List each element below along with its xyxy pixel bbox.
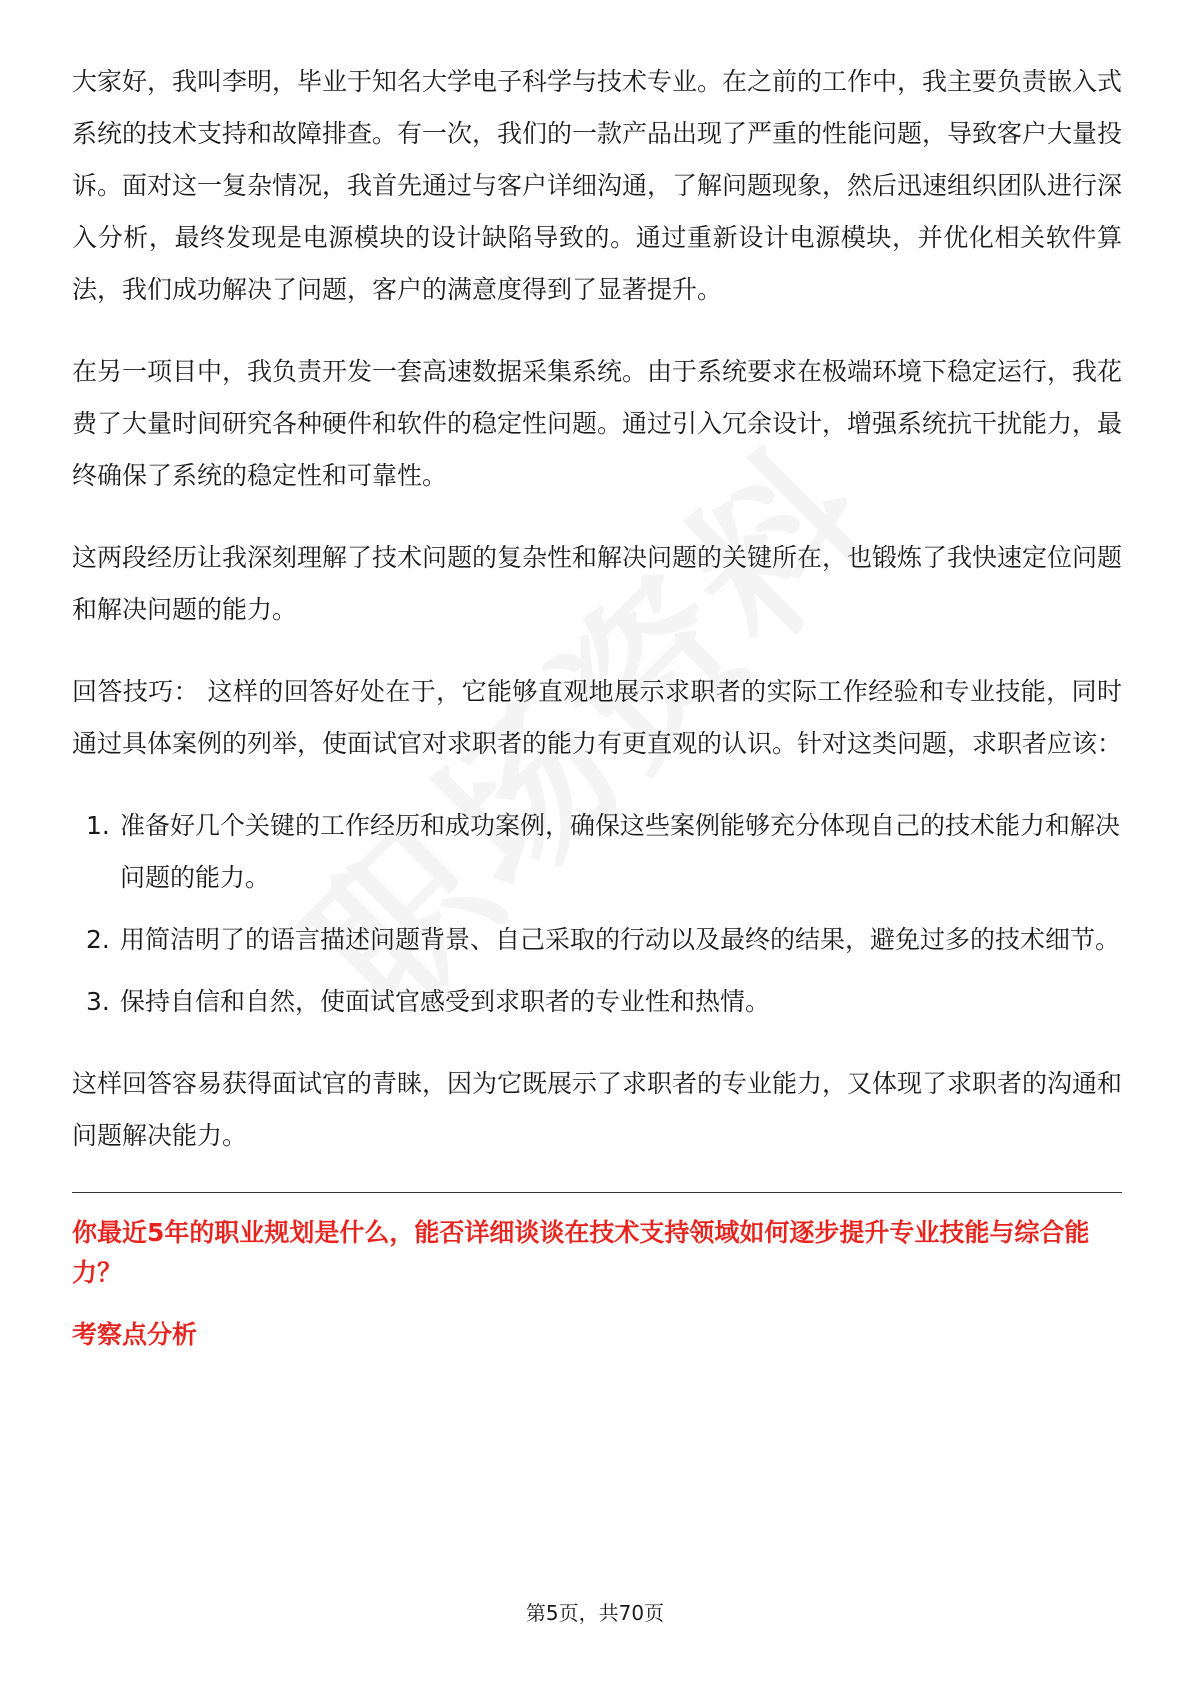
paragraph-experience-1: 大家好，我叫李明，毕业于知名大学电子科学与技术专业。在之前的工作中，我主要负责嵌入式系统的技术支持和故障排查。有一次，我们的一款产品出现了严重的性能问题，导致客户大量投诉。面对这一复杂情况，我首先通过与客户详细沟通，了解问题现象，然后迅速组织团队进行深入分析，最终发现是电源模块的设计缺陷导致的。通过重新设计电源模块，并优化相关软件算法，我们成功解决了问题，客户的满意度得到了显著提升。 bbox=[72, 67, 1123, 304]
document-body bbox=[72, 56, 1122, 1355]
paragraph-summary: 这两段经历让我深刻理解了技术问题的复杂性和解决问题的关键所在，也锻炼了我快速定位问题和解决问题的能力。 bbox=[72, 543, 1123, 624]
section-divider bbox=[72, 1192, 1122, 1193]
paragraph-experience-2: 在另一项目中，我负责开发一套高速数据采集系统。由于系统要求在极端环境下稳定运行，我花费了大量时间研究各种硬件和软件的稳定性问题。通过引入冗余设计，增强系统抗干扰能力，最终确保了系统的稳定性和可靠性。 bbox=[72, 357, 1123, 490]
list-item-number: 1. bbox=[86, 811, 110, 840]
list-item-number: 3. bbox=[86, 987, 110, 1016]
page-number: 第5页，共70页 bbox=[525, 1601, 665, 1625]
list-item-text: 准备好几个关键的工作经历和成功案例，确保这些案例能够充分体现自己的技术能力和解决问题的能力。 bbox=[120, 811, 1121, 892]
paragraph-closing: 这样回答容易获得面试官的青睐，因为它既展示了求职者的专业能力，又体现了求职者的沟通和问题解决能力。 bbox=[72, 1069, 1123, 1150]
interview-question: 你最近5年的职业规划是什么，能否详细谈谈在技术支持领域如何逐步提升专业技能与综合能力？ bbox=[72, 1218, 1090, 1287]
list-item bbox=[72, 800, 1122, 904]
list-item bbox=[72, 976, 1122, 1028]
list-item-text: 用简洁明了的语言描述问题背景、自己采取的行动以及最终的结果，避免过多的技术细节。 bbox=[120, 925, 1121, 954]
paragraph-answer-tips: 回答技巧： 这样的回答好处在于，它能够直观地展示求职者的实际工作经验和专业技能，同时通过具体案例的列举，使面试官对求职者的能力有更直观的认识。针对这类问题，求职者应该： bbox=[72, 677, 1123, 758]
tips-list bbox=[72, 800, 1122, 1028]
section-title: 考察点分析 bbox=[72, 1320, 198, 1349]
list-item-text: 保持自信和自然，使面试官感受到求职者的专业性和热情。 bbox=[120, 987, 771, 1016]
list-item bbox=[72, 914, 1122, 966]
list-item-number: 2. bbox=[86, 925, 110, 954]
